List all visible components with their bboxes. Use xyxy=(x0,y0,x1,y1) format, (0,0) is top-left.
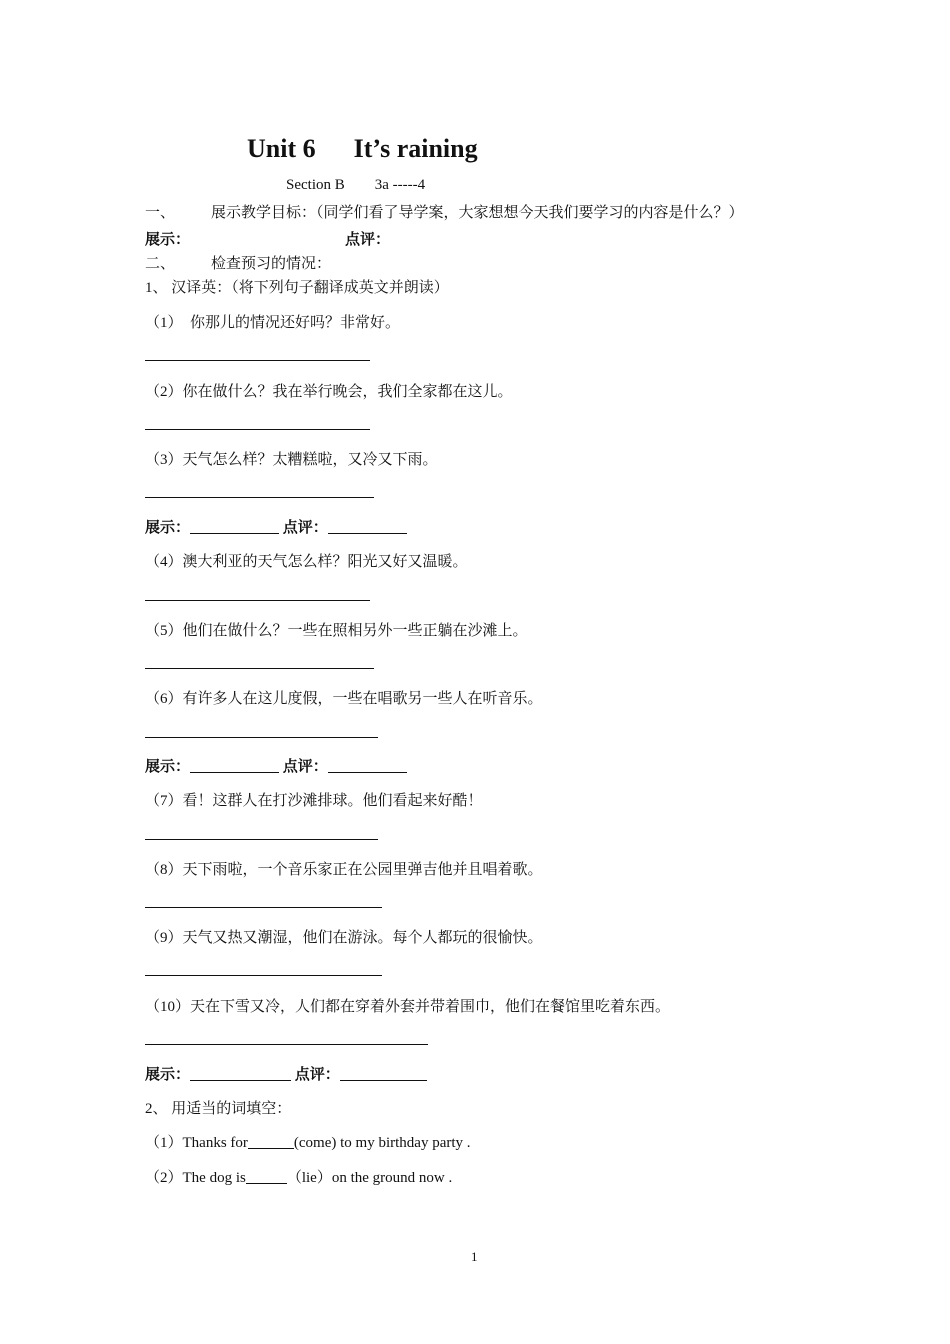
step-one-text: 展示教学目标：（同学们看了导学案，大家想想今天我们要学习的内容是什么？） xyxy=(211,205,744,221)
answer-line-7[interactable] xyxy=(145,839,378,840)
score-row-2 xyxy=(145,755,407,776)
title-topic: It’s raining xyxy=(353,134,478,163)
step-two xyxy=(145,252,331,273)
part-two-title: 2、 用适当的词填空： xyxy=(145,1101,292,1117)
show-label: 展示： xyxy=(145,232,191,248)
answer-line-2[interactable] xyxy=(145,429,370,430)
answer-line-10[interactable] xyxy=(145,1044,428,1045)
score-row-1 xyxy=(145,516,407,537)
review-label: 点评： xyxy=(282,520,328,536)
answer-line-5[interactable] xyxy=(145,668,374,669)
title-unit: Unit 6 xyxy=(247,134,316,163)
part-one-title: 1、 汉译英：（将下列句子翻译成英文并朗读） xyxy=(145,280,449,296)
fill-item-2 xyxy=(145,1166,452,1187)
sentence-10: （10）天在下雪又冷，人们都在穿着外套并带着围巾，他们在餐馆里吃着东西。 xyxy=(145,999,671,1015)
fill-item-2-suffix: （lie）on the ground now . xyxy=(286,1170,453,1186)
answer-line-9[interactable] xyxy=(145,975,382,976)
review-blank[interactable] xyxy=(340,1066,427,1081)
show-label: 展示： xyxy=(145,1067,191,1083)
sentence-5: （5）他们在做什么？一些在照相另外一些正躺在沙滩上。 xyxy=(145,623,528,639)
answer-line-8[interactable] xyxy=(145,907,382,908)
fill-item-1-suffix: (come) to my birthday party . xyxy=(293,1135,471,1151)
sentence-9: （9）天气又热又潮湿，他们在游泳。每个人都玩的很愉快。 xyxy=(145,930,543,946)
show-label: 展示： xyxy=(145,520,191,536)
sentence-4: （4）澳大利亚的天气怎么样？阳光又好又温暖。 xyxy=(145,554,468,570)
fill-blank-2[interactable] xyxy=(246,1169,287,1184)
sentence-7: （7）看！这群人在打沙滩排球。他们看起来好酷！ xyxy=(145,793,483,809)
page-title xyxy=(247,134,478,164)
answer-line-1[interactable] xyxy=(145,360,370,361)
step-two-text: 检查预习的情况： xyxy=(211,256,332,272)
sentence-8: （8）天下雨啦，一个音乐家正在公园里弹吉他并且唱着歌。 xyxy=(145,862,543,878)
review-label: 点评： xyxy=(282,759,328,775)
review-label: 点评： xyxy=(345,232,391,248)
show-blank[interactable] xyxy=(190,519,279,534)
page-number: 1 xyxy=(471,1249,478,1264)
fill-item-2-prefix: （2）The dog is xyxy=(145,1170,246,1186)
step-two-index: 二、 xyxy=(145,256,176,272)
fill-item-1-prefix: （1）Thanks for xyxy=(145,1135,248,1151)
show-blank[interactable] xyxy=(190,758,279,773)
section-subtitle xyxy=(286,177,425,194)
answer-line-6[interactable] xyxy=(145,737,378,738)
score-row-3 xyxy=(145,1063,427,1084)
step-one xyxy=(145,201,744,222)
subtitle-range: 3a -----4 xyxy=(374,177,426,193)
sentence-3: （3）天气怎么样？太糟糕啦，又冷又下雨。 xyxy=(145,452,438,468)
review-blank[interactable] xyxy=(328,519,407,534)
show-blank[interactable] xyxy=(190,1066,291,1081)
answer-line-4[interactable] xyxy=(145,600,370,601)
step-one-index: 一、 xyxy=(145,205,176,221)
answer-line-3[interactable] xyxy=(145,497,374,498)
sentence-2: （2）你在做什么？我在举行晚会，我们全家都在这儿。 xyxy=(145,384,513,400)
fill-item-1 xyxy=(145,1131,471,1152)
show-label: 展示： xyxy=(145,759,191,775)
subtitle-section: Section B xyxy=(286,177,345,193)
review-label: 点评： xyxy=(294,1067,340,1083)
sentence-1: （1） 你那儿的情况还好吗？非常好。 xyxy=(145,315,401,331)
fill-blank-1[interactable] xyxy=(248,1134,294,1149)
review-blank[interactable] xyxy=(328,758,407,773)
sentence-6: （6）有许多人在这儿度假，一些在唱歌另一些人在听音乐。 xyxy=(145,691,543,707)
